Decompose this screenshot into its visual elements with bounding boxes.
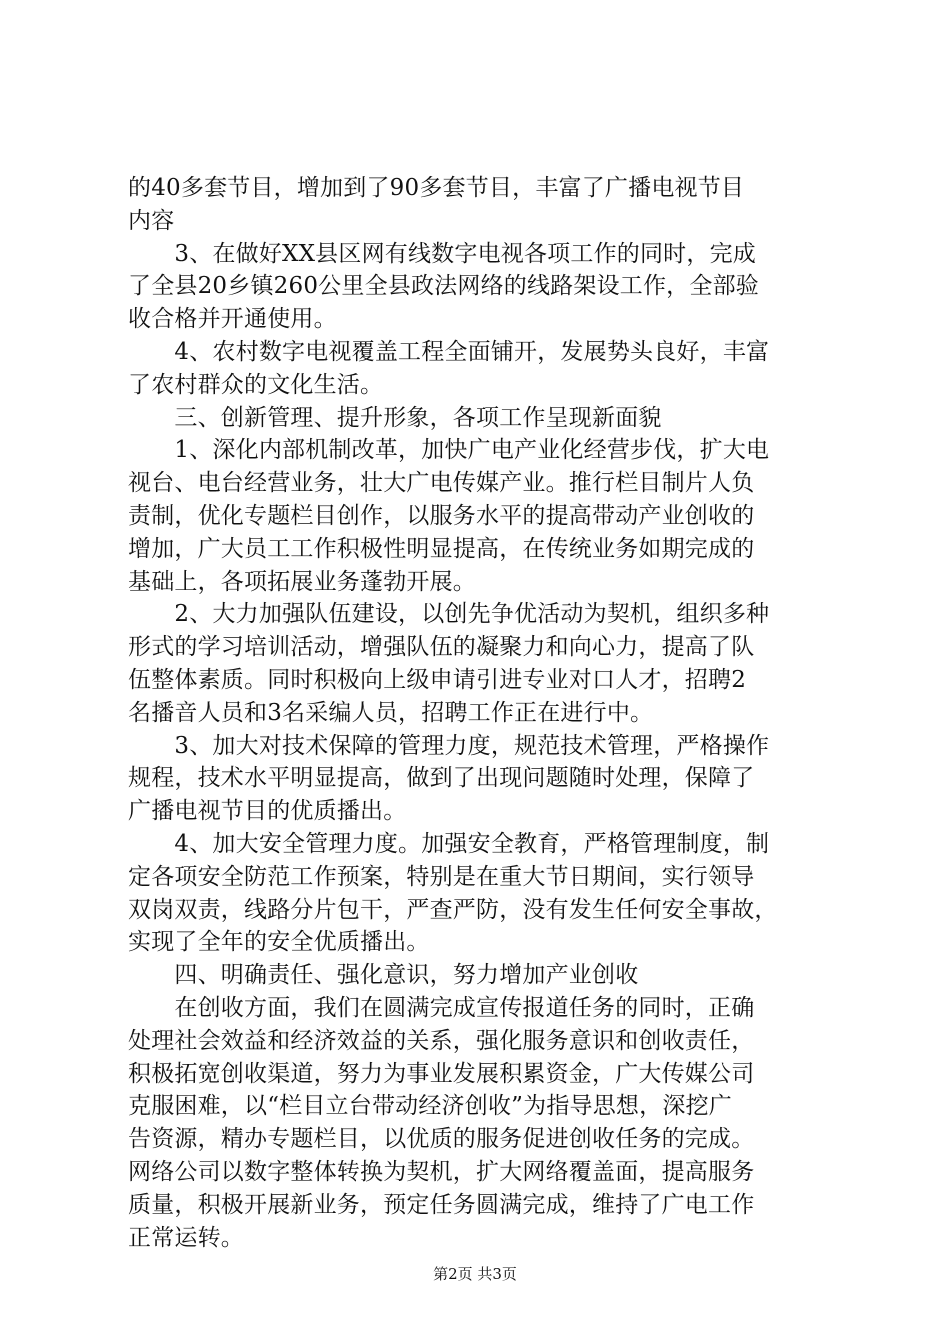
document-body xyxy=(128,172,828,1254)
text-line: 定各项安全防范工作预案，特别是在重大节日期间，实行领导 xyxy=(128,863,755,890)
text-line: 告资源，精办专题栏目，以优质的服务促进创收任务的完成。 xyxy=(128,1126,755,1153)
page-footer: 第2页 共3页 xyxy=(433,1265,517,1283)
text-line: 双岗双责，线路分片包干，严查严防，没有发生任何安全事故， xyxy=(128,896,778,923)
text-line: 网络公司以数字整体转换为契机，扩大网络覆盖面，提高服务 xyxy=(128,1158,755,1185)
text-line: 1、深化内部机制改革，加快广电产业化经营步伐，扩大电 xyxy=(128,437,770,464)
text-line: 4、加大安全管理力度。加强安全教育，严格管理制度，制 xyxy=(128,830,770,857)
text-line: 质量，积极开展新业务，预定任务圆满完成，维持了广电工作 xyxy=(128,1191,755,1218)
text-line: 的40多套节目，增加到了90多套节目，丰富了广播电视节目 xyxy=(128,175,745,201)
text-line: 规程，技术水平明显提高，做到了出现问题随时处理，保障了 xyxy=(128,765,755,792)
text-line: 4、农村数字电视覆盖工程全面铺开，发展势头良好，丰富 xyxy=(128,338,770,365)
text-line: 内容 xyxy=(128,207,175,234)
text-line: 在创收方面，我们在圆满完成宣传报道任务的同时，正确 xyxy=(128,994,755,1021)
text-line: 正常运转。 xyxy=(128,1224,244,1251)
text-line: 实现了全年的安全优质播出。 xyxy=(128,929,430,956)
text-line: 视台、电台经营业务，壮大广电传媒产业。推行栏目制片人负 xyxy=(128,470,755,497)
text-line: 了农村群众的文化生活。 xyxy=(128,371,384,398)
text-line: 广播电视节目的优质播出。 xyxy=(128,798,407,825)
text-line: 基础上，各项拓展业务蓬勃开展。 xyxy=(128,568,476,595)
text-line: 形式的学习培训活动，增强队伍的凝聚力和向心力，提高了队 xyxy=(128,634,755,661)
text-line: 责制，优化专题栏目创作，以服务水平的提高带动产业创收的 xyxy=(128,502,755,529)
text-line: 四、明确责任、强化意识，努力增加产业创收 xyxy=(128,962,639,989)
text-line: 伍整体素质。同时积极向上级申请引进专业对口人才，招聘2 xyxy=(128,666,747,693)
text-line: 了全县20乡镇260公里全县政法网络的线路架设工作，全部验 xyxy=(128,273,759,300)
text-line: 积极拓宽创收渠道，努力为事业发展积累资金，广大传媒公司 xyxy=(128,1060,755,1087)
text-line: 三、创新管理、提升形象，各项工作呈现新面貌 xyxy=(128,404,662,431)
text-line: 增加，广大员工工作积极性明显提高，在传统业务如期完成的 xyxy=(128,535,755,562)
text-line: 处理社会效益和经济效益的关系，强化服务意识和创收责任， xyxy=(128,1027,755,1054)
text-line: 3、加大对技术保障的管理力度，规范技术管理，严格操作 xyxy=(128,732,770,759)
text-line: 收合格并开通使用。 xyxy=(128,306,337,333)
text-line: 2、大力加强队伍建设，以创先争优活动为契机，组织多种 xyxy=(128,601,770,628)
text-line: 克服困难，以“栏目立台带动经济创收”为指导思想，深挖广 xyxy=(128,1093,732,1120)
text-line: 3、在做好XX县区网有线数字电视各项工作的同时，完成 xyxy=(128,240,756,267)
text-line: 名播音人员和3名采编人员，招聘工作正在进行中。 xyxy=(128,699,654,726)
